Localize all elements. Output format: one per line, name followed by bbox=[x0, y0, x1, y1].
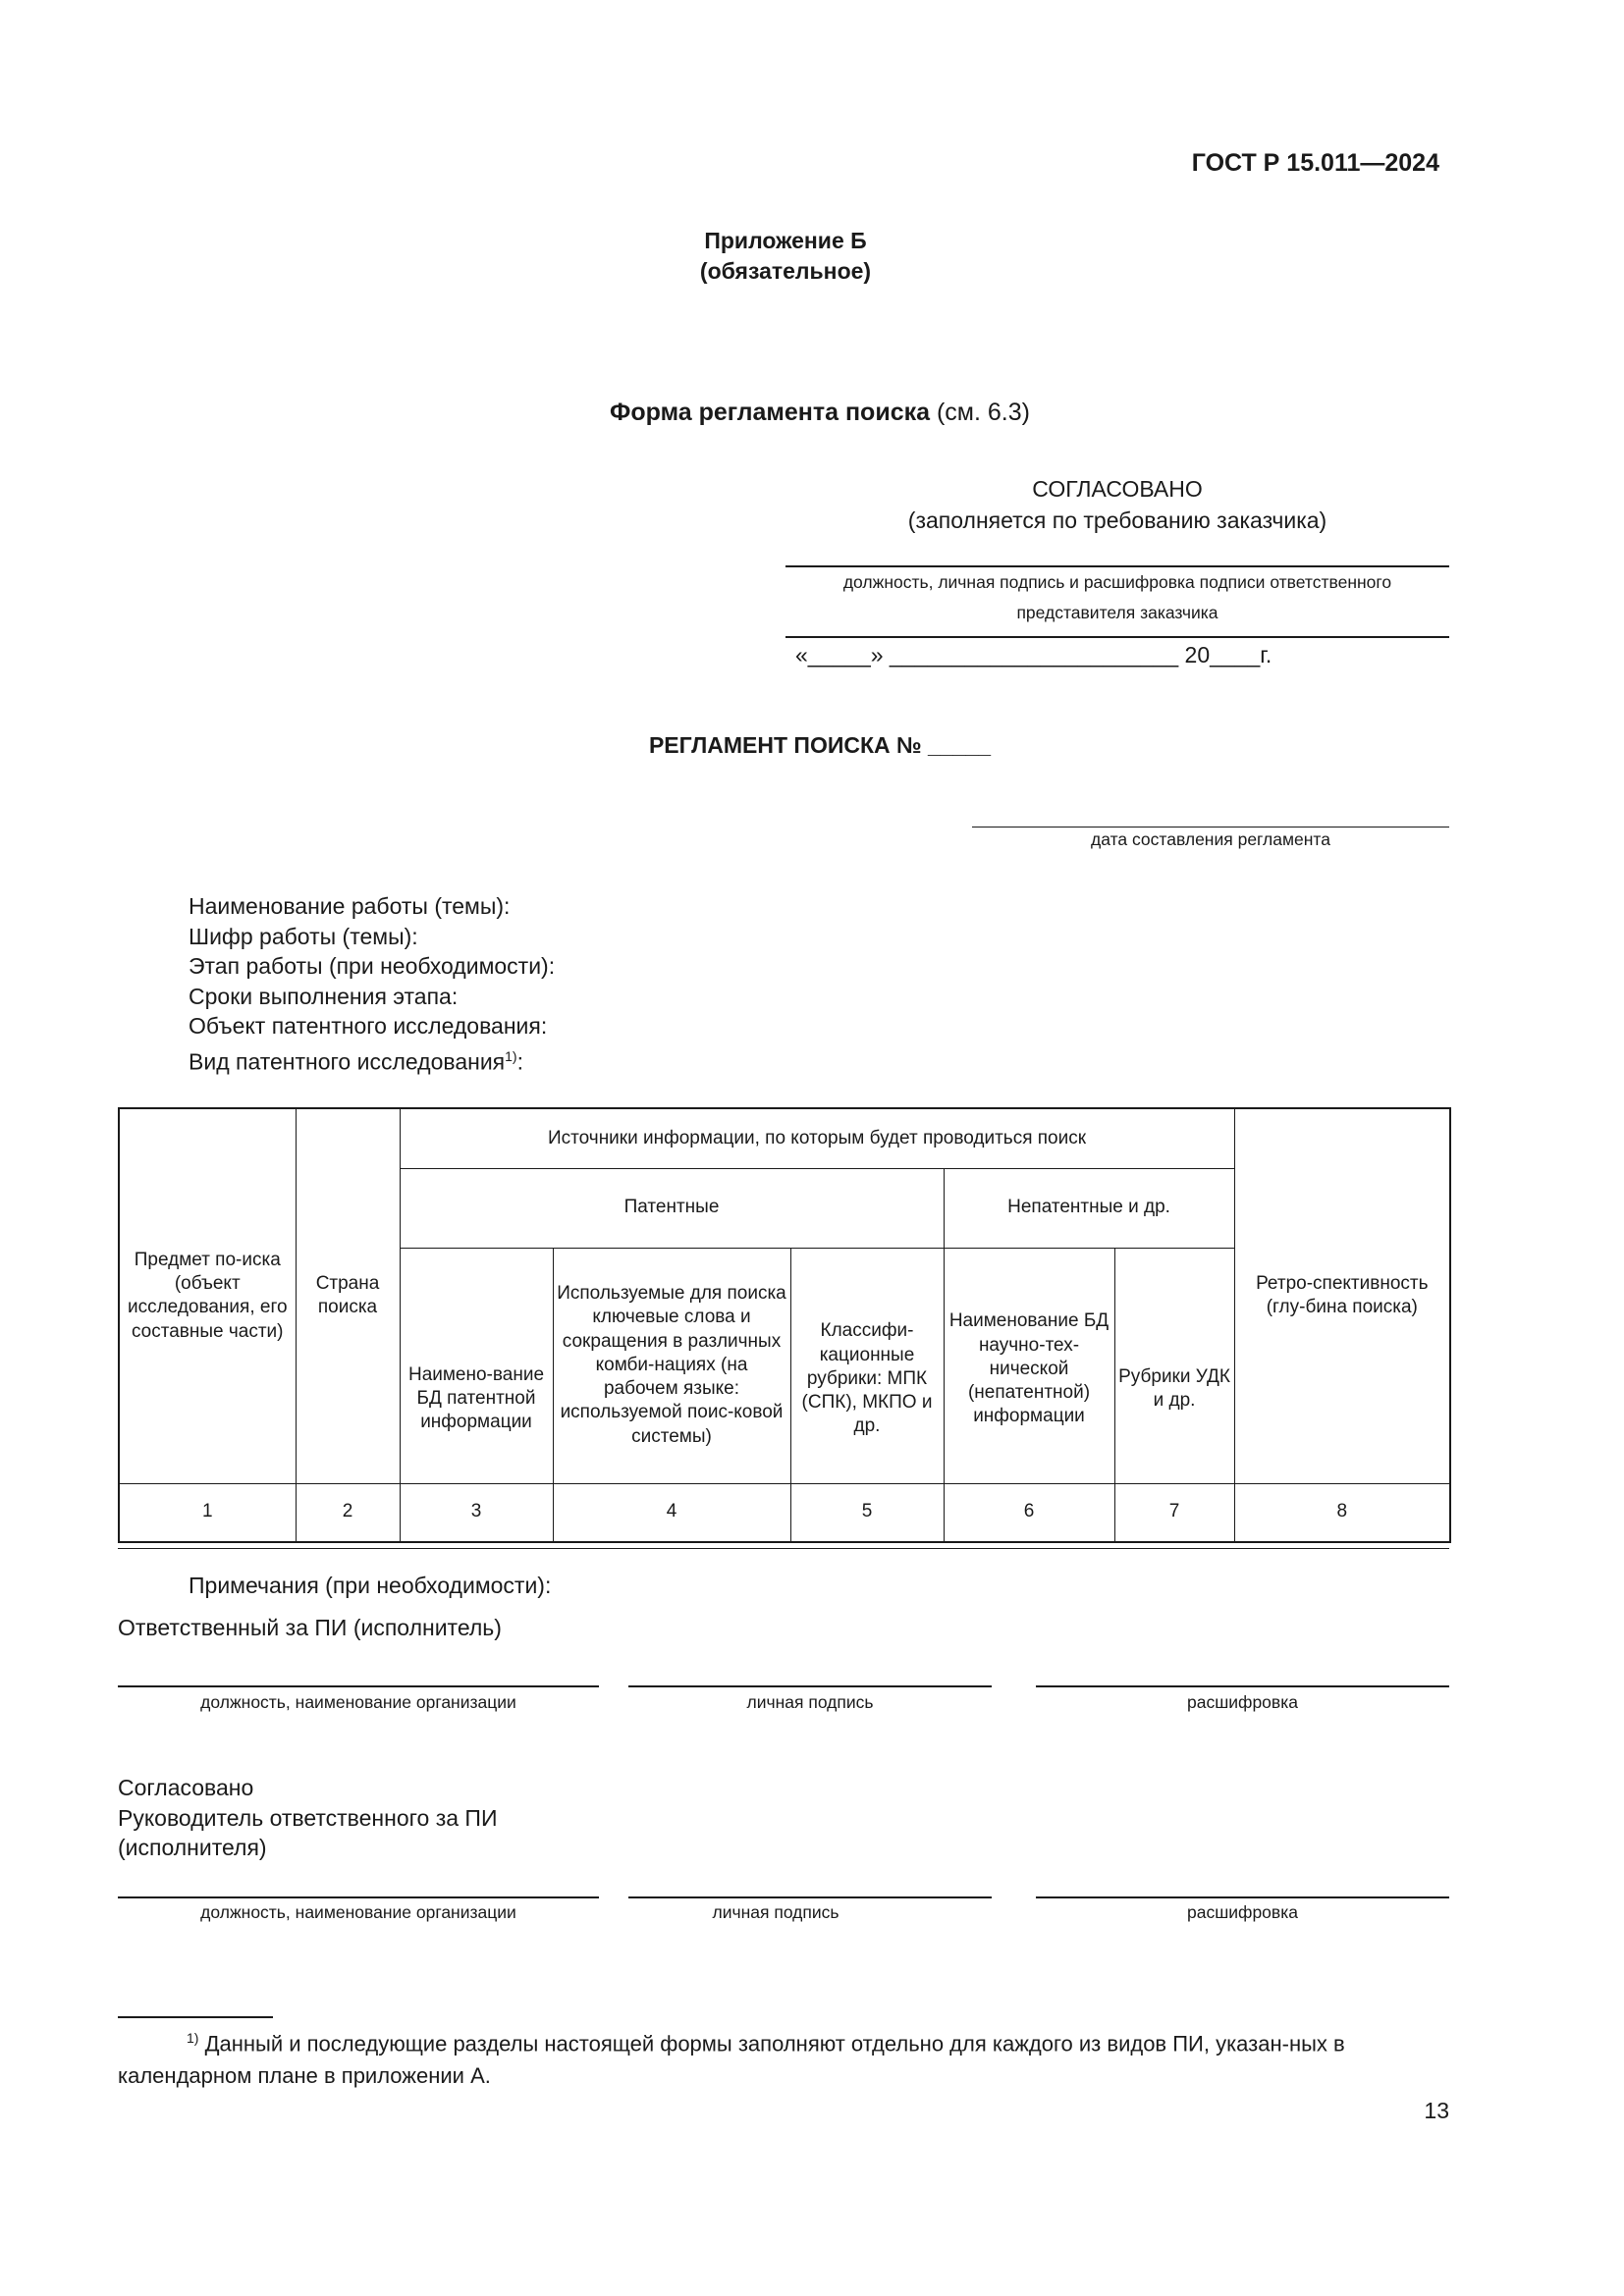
approval-caption-line2: представителя заказчика bbox=[1016, 602, 1218, 622]
header-classification: Классифи-кационные рубрики: МПК (СПК), МКПО и др. bbox=[790, 1248, 944, 1483]
field-work-stage: Этап работы (при необходимости): bbox=[189, 953, 556, 979]
header-patent: Патентные bbox=[400, 1168, 944, 1248]
reglament-date-line bbox=[972, 827, 1449, 828]
agreed-role-suffix: (исполнителя) bbox=[118, 1835, 267, 1860]
column-number: 4 bbox=[553, 1483, 790, 1542]
column-number: 5 bbox=[790, 1483, 944, 1542]
field-work-code: Шифр работы (темы): bbox=[189, 923, 418, 949]
column-number: 8 bbox=[1234, 1483, 1450, 1542]
column-number: 6 bbox=[944, 1483, 1114, 1542]
approval-caption-underline bbox=[785, 636, 1449, 638]
agreed-signature-line bbox=[628, 1896, 992, 1898]
responsible-position-line bbox=[118, 1685, 599, 1687]
footnote-text: Данный и последующие разделы настоящей формы заполняют отдельно для каждого из видов ПИ, указан-ных в календарном плане в приложении А. bbox=[118, 2031, 1345, 2089]
field-work-name: Наименование работы (темы): bbox=[189, 893, 511, 919]
approval-caption-line1: должность, личная подпись и расшифровка подписи ответственного bbox=[842, 572, 1392, 592]
footnote-mark: 1) bbox=[187, 2030, 199, 2046]
agreed-decoding-caption: расшифровка bbox=[1187, 1902, 1298, 1922]
work-fields bbox=[189, 891, 555, 1077]
approval-subtitle: (заполняется по требованию заказчика) bbox=[907, 507, 1327, 534]
approval-date-line: «_____» _______________________ 20____г. bbox=[795, 642, 1272, 667]
responsible-position-caption: должность, наименование организации bbox=[200, 1692, 516, 1712]
header-subject: Предмет по-иска (объект исследования, его составные части) bbox=[119, 1108, 296, 1483]
header-db-patent: Наимено-вание БД патентной информации bbox=[400, 1248, 553, 1483]
form-title-text: Форма регламента поиска bbox=[610, 399, 931, 426]
agreed-position-caption: должность, наименование организации bbox=[200, 1902, 516, 1922]
header-db-nonpatent: Наименование БД научно-тех-нической (непатентной) информации bbox=[944, 1248, 1114, 1483]
annex-heading bbox=[0, 226, 1571, 287]
header-keywords: Используемые для поиска ключевые слова и сокращения в различных комби-нациях (на рабочем языке: используемой поис-ковой системы) bbox=[553, 1248, 790, 1483]
field-research-kind: Вид патентного исследования$^{1)}$: bbox=[189, 1047, 523, 1075]
footnote-separator bbox=[118, 2016, 273, 2018]
agreed-role: Руководитель ответственного за ПИ bbox=[118, 1804, 498, 1831]
responsible-decoding-line bbox=[1036, 1685, 1449, 1687]
notes-label: Примечания (при необходимости): bbox=[189, 1573, 552, 1598]
field-research-object: Объект патентного исследования: bbox=[189, 1013, 548, 1039]
header-udk: Рубрики УДК и др. bbox=[1114, 1248, 1234, 1483]
responsible-signature-line bbox=[628, 1685, 992, 1687]
document-header: ГОСТ Р 15.011—2024 bbox=[1191, 149, 1439, 177]
field-stage-deadlines: Сроки выполнения этапа: bbox=[189, 983, 459, 1009]
search-reglament-table bbox=[118, 1107, 1451, 1543]
column-number: 2 bbox=[296, 1483, 400, 1542]
header-sources: Источники информации, по которым будет проводиться поиск bbox=[400, 1108, 1234, 1168]
column-number: 7 bbox=[1114, 1483, 1234, 1542]
responsible-label: Ответственный за ПИ (исполнитель) bbox=[118, 1615, 502, 1640]
agreed-position-line bbox=[118, 1896, 599, 1898]
column-number: 3 bbox=[400, 1483, 553, 1542]
form-title bbox=[0, 399, 1624, 427]
footnote-mark: 1) bbox=[505, 1047, 517, 1064]
page-number: 13 bbox=[1424, 2098, 1449, 2123]
form-title-ref: (см. 6.3) bbox=[936, 399, 1030, 426]
reglament-date-caption: дата составления регламента bbox=[1091, 829, 1330, 849]
column-number: 1 bbox=[119, 1483, 296, 1542]
approval-title: СОГЛАСОВАНО bbox=[1032, 476, 1203, 502]
responsible-signature-caption: личная подпись bbox=[746, 1692, 874, 1712]
reglament-title: РЕГЛАМЕНТ ПОИСКА № _____ bbox=[648, 732, 992, 758]
agreed-signature-caption: личная подпись bbox=[712, 1902, 839, 1922]
header-nonpatent: Непатентные и др. bbox=[944, 1168, 1234, 1248]
footnote bbox=[118, 2022, 1449, 2092]
responsible-decoding-caption: расшифровка bbox=[1187, 1692, 1298, 1712]
header-country: Страна поиска bbox=[296, 1108, 400, 1483]
table-bottom-rule bbox=[118, 1548, 1449, 1549]
agreed-title: Согласовано bbox=[118, 1775, 254, 1800]
table-row bbox=[119, 1483, 1450, 1542]
agreed-decoding-line bbox=[1036, 1896, 1449, 1898]
annex-title: Приложение Б bbox=[704, 228, 867, 253]
header-retrospective: Ретро-спективность (глу-бина поиска) bbox=[1234, 1108, 1450, 1483]
agreed-block bbox=[118, 1773, 498, 1863]
annex-status: (обязательное) bbox=[699, 258, 872, 285]
approval-block bbox=[785, 473, 1449, 536]
approval-caption bbox=[785, 567, 1449, 627]
